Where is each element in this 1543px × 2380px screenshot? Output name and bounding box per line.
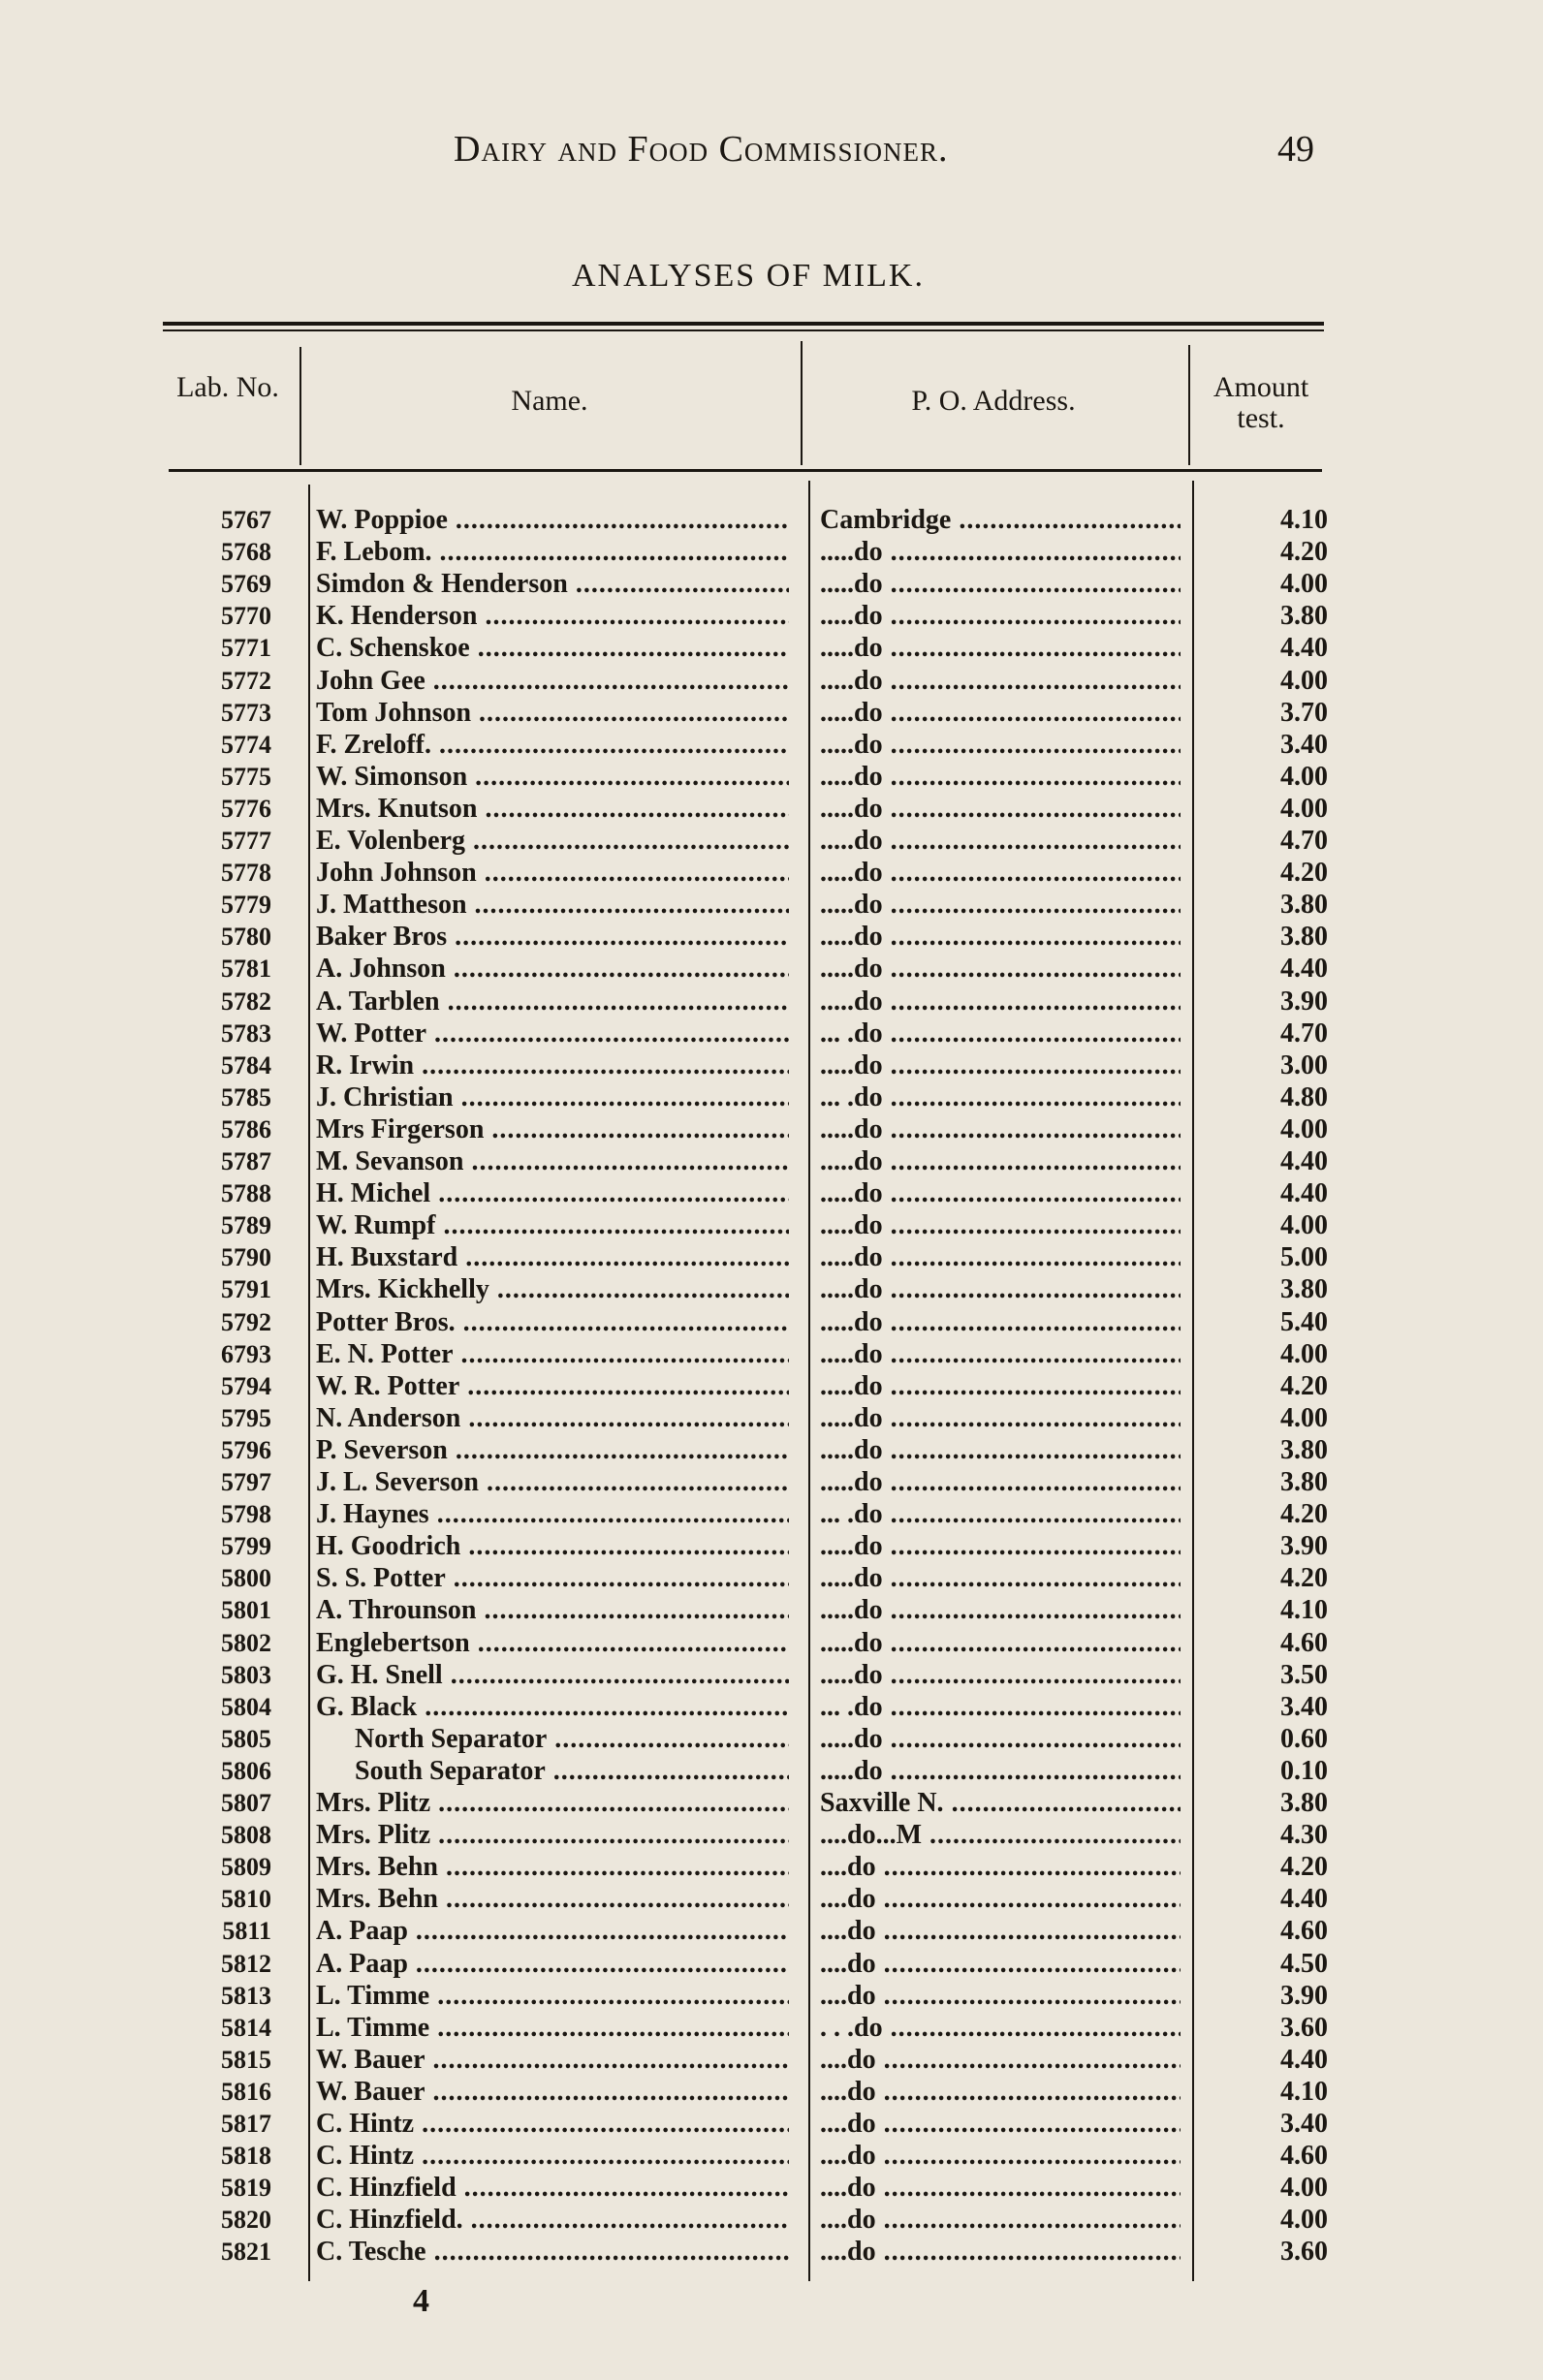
table-row: [0, 1209, 1543, 1241]
amount-test: 3.40: [1280, 1691, 1328, 1722]
sample-name: Englebertson .....: [316, 1627, 789, 1659]
amount-test: 4.10: [1280, 1595, 1328, 1626]
amount-test: 4.30: [1280, 1820, 1328, 1851]
sample-name: G. Black .....: [316, 1691, 789, 1723]
table-row: [0, 1434, 1543, 1466]
sample-name: A. Johnson .....: [316, 953, 789, 985]
po-address: .....do .....: [820, 825, 1181, 857]
po-address: Saxville N. .....: [820, 1787, 1181, 1819]
sample-name: F. Lebom. .....: [316, 536, 789, 568]
col-header-name: Name.: [511, 385, 588, 417]
lab-number: 5814: [221, 2013, 271, 2042]
amount-test: 3.80: [1280, 890, 1328, 921]
amount-test: 4.40: [1280, 954, 1328, 985]
table-row: [0, 1883, 1543, 1915]
sample-name: North Separator .....: [355, 1723, 789, 1755]
table-row: [0, 568, 1543, 600]
amount-test: 4.70: [1280, 826, 1328, 856]
table-row: [0, 2204, 1543, 2236]
amount-test: 4.40: [1280, 1178, 1328, 1209]
table-title: [0, 258, 1543, 295]
table-row: [0, 729, 1543, 761]
sample-name: C. Hinzfield .....: [316, 2172, 789, 2204]
table-row: [0, 1594, 1543, 1626]
sample-name: South Separator .....: [355, 1755, 789, 1787]
lab-number: 5799: [221, 1532, 271, 1561]
po-address: .....do .....: [820, 857, 1181, 889]
table-row: [0, 1948, 1543, 1980]
lab-number: 5779: [221, 891, 271, 920]
po-address: .....do .....: [820, 1530, 1181, 1562]
po-address: ....do .....: [820, 2108, 1181, 2140]
lab-number: 5802: [221, 1628, 271, 1657]
amount-test: 3.50: [1280, 1659, 1328, 1690]
sample-name: Tom Johnson .....: [316, 697, 789, 729]
sample-name: C. Hintz .....: [316, 2140, 789, 2172]
table-row: [0, 600, 1543, 632]
po-address: .....do .....: [820, 729, 1181, 761]
po-address: ... .do .....: [820, 1498, 1181, 1530]
amount-test: 4.20: [1280, 1852, 1328, 1883]
amount-test: 3.70: [1280, 697, 1328, 728]
sample-name: C. Hintz .....: [316, 2108, 789, 2140]
top-rule-thin: [163, 329, 1324, 331]
footer-signature: 4: [413, 2283, 429, 2319]
lab-number: 5812: [221, 1949, 271, 1978]
lab-number: 5807: [221, 1789, 271, 1817]
lab-number: 5787: [221, 1147, 271, 1175]
sample-name: Baker Bros .....: [316, 921, 789, 953]
amount-test: 4.60: [1280, 1916, 1328, 1947]
po-address: .....do .....: [820, 1370, 1181, 1402]
lab-number: 5783: [221, 1018, 271, 1048]
amount-test: 3.90: [1280, 1980, 1328, 2011]
table-row: [0, 1498, 1543, 1530]
table-row: [0, 1177, 1543, 1209]
sample-name: F. Zreloff. .....: [316, 729, 789, 761]
amount-test: 3.90: [1280, 986, 1328, 1017]
table-row: [0, 1049, 1543, 1081]
sample-name: John Gee .....: [316, 665, 789, 697]
table-row: [0, 1145, 1543, 1177]
lab-number: 5790: [221, 1243, 271, 1272]
po-address: .....do .....: [820, 1113, 1181, 1145]
amount-test: 4.60: [1280, 2141, 1328, 2172]
amount-test: 4.20: [1280, 858, 1328, 889]
sample-name: C. Hinzfield. .....: [316, 2204, 789, 2236]
po-address: ....do .....: [820, 1883, 1181, 1915]
lab-number: 5816: [221, 2077, 271, 2106]
lab-number: 5784: [221, 1050, 271, 1080]
po-address: .....do .....: [820, 1434, 1181, 1466]
running-head-title: Dairy and Food Commissioner.: [454, 129, 949, 170]
table-row: [0, 1018, 1543, 1049]
lab-number: 5792: [221, 1307, 271, 1336]
amount-test: 4.00: [1280, 569, 1328, 600]
po-address: .....do .....: [820, 600, 1181, 632]
sample-name: A. Throunson .....: [316, 1594, 789, 1626]
table-row: [0, 2236, 1543, 2268]
table-row: [0, 986, 1543, 1018]
sample-name: A. Paap .....: [316, 1915, 789, 1947]
po-address: .....do .....: [820, 1594, 1181, 1626]
po-address: .....do .....: [820, 1466, 1181, 1498]
table-row: [0, 665, 1543, 697]
lab-number: 5803: [221, 1660, 271, 1689]
amount-test: 5.00: [1280, 1242, 1328, 1273]
amount-test: 3.80: [1280, 1434, 1328, 1465]
amount-test: 4.10: [1280, 2076, 1328, 2107]
po-address: .....do .....: [820, 953, 1181, 985]
table-row: [0, 921, 1543, 953]
amount-test: 3.80: [1280, 1467, 1328, 1497]
amount-test: 3.80: [1280, 601, 1328, 632]
table-row: [0, 953, 1543, 985]
po-address: ....do .....: [820, 1915, 1181, 1947]
table-row: [0, 1241, 1543, 1273]
table-row: [0, 1113, 1543, 1145]
table-row: [0, 1562, 1543, 1594]
po-address: .....do .....: [820, 1145, 1181, 1177]
amount-test: 4.00: [1280, 761, 1328, 792]
po-address: Cambridge .....: [820, 504, 1181, 536]
amount-test: 3.80: [1280, 1788, 1328, 1818]
lab-number: 5811: [222, 1917, 271, 1946]
header-divider-2: [801, 341, 803, 465]
amount-test: 4.40: [1280, 1146, 1328, 1176]
po-address: .....do .....: [820, 1627, 1181, 1659]
lab-number: 5770: [221, 602, 271, 631]
po-address: .....do .....: [820, 793, 1181, 825]
lab-number: 5809: [221, 1853, 271, 1882]
po-address: .....do .....: [820, 665, 1181, 697]
table-row: [0, 761, 1543, 793]
sample-name: Potter Bros. .....: [316, 1306, 789, 1338]
lab-number: 5771: [221, 634, 271, 663]
sample-name: W. Simonson .....: [316, 761, 789, 793]
sample-name: C. Tesche .....: [316, 2236, 789, 2268]
col-header-address: P. O. Address.: [911, 385, 1076, 417]
table-row: [0, 1081, 1543, 1113]
table-row: [0, 2012, 1543, 2044]
po-address: ....do .....: [820, 1948, 1181, 1980]
lab-number: 5789: [221, 1211, 271, 1240]
sample-name: H. Michel .....: [316, 1177, 789, 1209]
table-row: [0, 632, 1543, 664]
table-row: [0, 1851, 1543, 1883]
amount-test: 4.00: [1280, 1338, 1328, 1369]
lab-number: 5819: [221, 2174, 271, 2203]
lab-number: 5782: [221, 986, 271, 1016]
po-address: .....do .....: [820, 889, 1181, 921]
table-row: [0, 793, 1543, 825]
amount-test: 3.60: [1280, 2237, 1328, 2268]
lab-number: 5773: [221, 698, 271, 727]
amount-test: 4.00: [1280, 665, 1328, 696]
lab-number: 5821: [221, 2238, 271, 2267]
po-address: .....do .....: [820, 986, 1181, 1018]
table-row: [0, 1273, 1543, 1305]
table-row: [0, 2076, 1543, 2108]
sample-name: J. Haynes .....: [316, 1498, 789, 1530]
amount-test: 5.40: [1280, 1306, 1328, 1337]
sample-name: K. Henderson .....: [316, 600, 789, 632]
lab-number: 5777: [221, 827, 271, 855]
table-row: [0, 2140, 1543, 2172]
sample-name: Mrs. Kickhelly .....: [316, 1273, 789, 1305]
lab-number: 5772: [221, 666, 271, 695]
lab-number: 5806: [221, 1756, 271, 1785]
amount-test: 3.00: [1280, 1049, 1328, 1080]
table-row: [0, 1980, 1543, 2012]
po-address: .....do .....: [820, 1273, 1181, 1305]
sample-name: M. Sevanson .....: [316, 1145, 789, 1177]
po-address: .....do .....: [820, 1659, 1181, 1691]
lab-number: 5775: [221, 762, 271, 791]
sample-name: N. Anderson .....: [316, 1402, 789, 1434]
po-address: .....do .....: [820, 921, 1181, 953]
table-row: [0, 1819, 1543, 1851]
po-address: ....do .....: [820, 1851, 1181, 1883]
table-row: [0, 1755, 1543, 1787]
amount-test: 4.00: [1280, 1210, 1328, 1241]
lab-number: 5780: [221, 923, 271, 952]
sample-name: J. Christian .....: [316, 1081, 789, 1113]
lab-number: 5810: [221, 1885, 271, 1914]
lab-number: 5788: [221, 1179, 271, 1208]
lab-number: 5786: [221, 1114, 271, 1143]
table-row: [0, 2172, 1543, 2204]
po-address: .....do .....: [820, 1723, 1181, 1755]
amount-test: 4.20: [1280, 1370, 1328, 1401]
po-address: .....do .....: [820, 1306, 1181, 1338]
amount-test: 4.20: [1280, 1499, 1328, 1530]
col-header-amount: Amount test.: [1212, 371, 1309, 435]
table-row: [0, 1915, 1543, 1947]
po-address: ....do .....: [820, 1980, 1181, 2012]
lab-number: 5808: [221, 1821, 271, 1850]
sample-name: W. Bauer .....: [316, 2044, 789, 2076]
sample-name: John Johnson .....: [316, 857, 789, 889]
table-row: [0, 536, 1543, 568]
lab-number: 5768: [221, 538, 271, 567]
running-head: [0, 128, 1543, 186]
lab-number: 5815: [221, 2045, 271, 2074]
table-row: [0, 1691, 1543, 1723]
table-row: [0, 1530, 1543, 1562]
amount-test: 4.60: [1280, 1627, 1328, 1658]
po-address: .....do .....: [820, 1402, 1181, 1434]
table-row: [0, 504, 1543, 536]
amount-test: 3.40: [1280, 2109, 1328, 2139]
lab-number: 5820: [221, 2206, 271, 2235]
table-row: [0, 2108, 1543, 2140]
amount-test: 3.80: [1280, 922, 1328, 953]
header-divider-1: [299, 347, 301, 465]
sample-name: H. Goodrich .....: [316, 1530, 789, 1562]
col-header-lab-no: Lab. No.: [176, 371, 279, 403]
page-number: 49: [1277, 129, 1314, 170]
sample-name: G. H. Snell .....: [316, 1659, 789, 1691]
table-row: [0, 1370, 1543, 1402]
po-address: .....do .....: [820, 1209, 1181, 1241]
po-address: .....do .....: [820, 761, 1181, 793]
amount-test: 3.60: [1280, 2012, 1328, 2043]
lab-number: 5796: [221, 1435, 271, 1464]
table-row: [0, 1723, 1543, 1755]
table-row: [0, 697, 1543, 729]
lab-number: 5818: [221, 2142, 271, 2171]
table-row: [0, 1466, 1543, 1498]
amount-test: 4.50: [1280, 1948, 1328, 1979]
sample-name: J. Mattheson .....: [316, 889, 789, 921]
sample-name: L. Timme .....: [316, 2012, 789, 2044]
sample-name: W. Poppioe .....: [316, 504, 789, 536]
sample-name: R. Irwin .....: [316, 1049, 789, 1081]
table-row: [0, 1306, 1543, 1338]
po-address: .....do .....: [820, 1241, 1181, 1273]
lab-number: 5817: [221, 2110, 271, 2138]
sample-name: E. N. Potter .....: [316, 1338, 789, 1370]
amount-test: 3.40: [1280, 729, 1328, 760]
po-address: . . .do .....: [820, 2012, 1181, 2044]
sample-name: W. R. Potter .....: [316, 1370, 789, 1402]
po-address: .....do .....: [820, 1755, 1181, 1787]
amount-test: 4.40: [1280, 1884, 1328, 1915]
amount-test: 4.70: [1280, 1018, 1328, 1049]
po-address: .....do .....: [820, 568, 1181, 600]
amount-test: 0.10: [1280, 1755, 1328, 1786]
amount-test: 4.00: [1280, 1113, 1328, 1144]
table-row: [0, 825, 1543, 857]
top-rule-thick: [163, 322, 1324, 326]
sample-name: Mrs. Plitz .....: [316, 1787, 789, 1819]
table-row: [0, 1787, 1543, 1819]
sample-name: A. Paap .....: [316, 1948, 789, 1980]
po-address: ... .do .....: [820, 1081, 1181, 1113]
po-address: .....do .....: [820, 1177, 1181, 1209]
po-address: .....do .....: [820, 536, 1181, 568]
sample-name: J. L. Severson .....: [316, 1466, 789, 1498]
amount-test: 0.60: [1280, 1723, 1328, 1754]
po-address: ....do...M .....: [820, 1819, 1181, 1851]
amount-test: 4.00: [1280, 1402, 1328, 1433]
sample-name: A. Tarblen .....: [316, 986, 789, 1018]
sample-name: H. Buxstard .....: [316, 1241, 789, 1273]
header-divider-3: [1188, 345, 1190, 465]
lab-number: 5794: [221, 1371, 271, 1400]
lab-number: 5805: [221, 1724, 271, 1753]
sample-name: L. Timme .....: [316, 1980, 789, 2012]
table-row: [0, 889, 1543, 921]
lab-number: 6793: [221, 1339, 271, 1368]
po-address: .....do .....: [820, 697, 1181, 729]
amount-test: 4.00: [1280, 793, 1328, 824]
amount-test: 4.20: [1280, 1563, 1328, 1594]
table-row: [0, 1338, 1543, 1370]
amount-test: 4.10: [1280, 505, 1328, 535]
sample-name: Mrs. Plitz .....: [316, 1819, 789, 1851]
lab-number: 5776: [221, 794, 271, 823]
sample-name: P. Severson .....: [316, 1434, 789, 1466]
po-address: .....do .....: [820, 632, 1181, 664]
lab-number: 5767: [221, 506, 271, 534]
po-address: ... .do .....: [820, 1691, 1181, 1723]
sample-name: Mrs. Knutson .....: [316, 793, 789, 825]
sample-name: W. Rumpf .....: [316, 1209, 789, 1241]
lab-number: 5797: [221, 1468, 271, 1496]
lab-number: 5804: [221, 1692, 271, 1721]
po-address: ... .do .....: [820, 1018, 1181, 1049]
lab-number: 5813: [221, 1981, 271, 2010]
po-address: ....do .....: [820, 2236, 1181, 2268]
sample-name: Mrs Firgerson .....: [316, 1113, 789, 1145]
amount-test: 4.80: [1280, 1081, 1328, 1112]
lab-number: 5785: [221, 1082, 271, 1112]
header-bottom-rule: [169, 469, 1322, 472]
lab-number: 5801: [221, 1596, 271, 1625]
sample-name: Mrs. Behn .....: [316, 1883, 789, 1915]
sample-name: Mrs. Behn .....: [316, 1851, 789, 1883]
table-row: [0, 1627, 1543, 1659]
amount-test: 4.20: [1280, 537, 1328, 568]
lab-number: 5800: [221, 1564, 271, 1593]
lab-number: 5781: [221, 955, 271, 984]
po-address: ....do .....: [820, 2044, 1181, 2076]
lab-number: 5774: [221, 730, 271, 759]
sample-name: W. Bauer .....: [316, 2076, 789, 2108]
sample-name: E. Volenberg .....: [316, 825, 789, 857]
lab-number: 5791: [221, 1275, 271, 1304]
table-row: [0, 2044, 1543, 2076]
sample-name: C. Schenskoe .....: [316, 632, 789, 664]
lab-number: 5798: [221, 1500, 271, 1529]
amount-test: 3.80: [1280, 1274, 1328, 1305]
sample-name: Simdon & Henderson .....: [316, 568, 789, 600]
amount-test: 4.40: [1280, 633, 1328, 664]
po-address: ....do .....: [820, 2076, 1181, 2108]
table-row: [0, 1402, 1543, 1434]
lab-number: 5778: [221, 859, 271, 888]
table-row: [0, 1659, 1543, 1691]
lab-number: 5769: [221, 570, 271, 599]
sample-name: S. S. Potter .....: [316, 1562, 789, 1594]
sample-name: W. Potter .....: [316, 1018, 789, 1049]
amount-test: 4.40: [1280, 2044, 1328, 2075]
table-title-text: ANALYSES OF MILK.: [571, 258, 925, 294]
amount-test: 4.00: [1280, 2173, 1328, 2204]
lab-number: 5795: [221, 1403, 271, 1432]
amount-test: 3.90: [1280, 1531, 1328, 1562]
po-address: ....do .....: [820, 2172, 1181, 2204]
po-address: .....do .....: [820, 1562, 1181, 1594]
po-address: .....do .....: [820, 1049, 1181, 1081]
po-address: .....do .....: [820, 1338, 1181, 1370]
po-address: ....do .....: [820, 2204, 1181, 2236]
po-address: ....do .....: [820, 2140, 1181, 2172]
table-row: [0, 857, 1543, 889]
amount-test: 4.00: [1280, 2205, 1328, 2236]
